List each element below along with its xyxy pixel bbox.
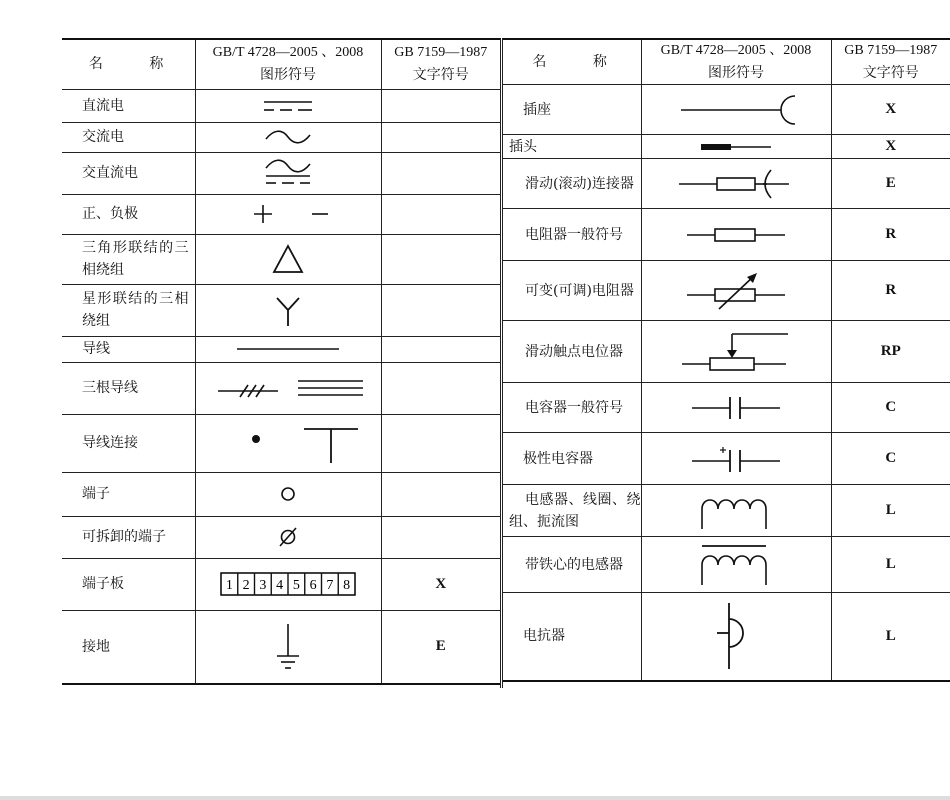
table-row bbox=[62, 362, 500, 414]
table-row bbox=[503, 433, 950, 485]
row-name: 端子板 bbox=[62, 558, 195, 610]
graphic-symbol-column-header: GB/T 4728—2005 、2008 图形符号 bbox=[195, 39, 381, 89]
text-symbol-column-header: GB 7159—1987 文字符号 bbox=[381, 39, 500, 89]
socket-symbol-icon bbox=[671, 93, 801, 127]
row-code: X bbox=[831, 135, 950, 159]
table-row bbox=[503, 261, 950, 321]
row-name: 极性电容器 bbox=[503, 433, 641, 485]
row-code bbox=[381, 234, 500, 284]
iron-core-inductor-symbol-icon bbox=[696, 543, 776, 587]
row-code: C bbox=[831, 383, 950, 433]
row-name: 插头 bbox=[503, 135, 641, 159]
name-column-header: 名 称 bbox=[62, 39, 195, 89]
table-row bbox=[62, 610, 500, 684]
table-row bbox=[503, 321, 950, 383]
terminal-strip-number: 5 bbox=[292, 578, 300, 593]
table-row bbox=[62, 414, 500, 472]
row-code: R bbox=[831, 209, 950, 261]
row-name: 可拆卸的端子 bbox=[62, 516, 195, 558]
row-name: 电感器、线圈、绕组、扼流图 bbox=[503, 485, 641, 537]
row-code bbox=[381, 89, 500, 122]
row-name: 带铁心的电感器 bbox=[503, 537, 641, 593]
row-code bbox=[381, 122, 500, 152]
name-column-header: 名 称 bbox=[503, 39, 641, 85]
detachable-terminal-symbol-icon bbox=[276, 525, 300, 549]
row-name: 三角形联结的三相绕组 bbox=[62, 234, 195, 284]
table-row bbox=[503, 593, 950, 681]
potentiometer-symbol-icon bbox=[676, 328, 796, 376]
right-symbol-table bbox=[503, 38, 950, 682]
row-code: E bbox=[831, 159, 950, 209]
reactor-symbol-icon bbox=[711, 601, 761, 671]
row-code bbox=[381, 472, 500, 516]
terminal-strip-number: 8 bbox=[343, 578, 351, 593]
star-symbol-icon bbox=[273, 292, 303, 328]
table-row bbox=[62, 152, 500, 194]
row-name: 电阻器一般符号 bbox=[503, 209, 641, 261]
row-name: 星形联结的三相绕组 bbox=[62, 284, 195, 336]
table-row bbox=[503, 159, 950, 209]
variable-resistor-symbol-icon bbox=[681, 269, 791, 313]
page-bottom-edge bbox=[0, 796, 950, 800]
table-row bbox=[503, 209, 950, 261]
row-code: L bbox=[831, 593, 950, 681]
terminal-strip-symbol-icon bbox=[219, 571, 357, 597]
row-name: 电容器一般符号 bbox=[503, 383, 641, 433]
table-row bbox=[62, 558, 500, 610]
row-code bbox=[381, 362, 500, 414]
sliding-connector-symbol-icon bbox=[671, 167, 801, 201]
dc-symbol-icon bbox=[258, 98, 318, 114]
row-code bbox=[381, 414, 500, 472]
row-name: 直流电 bbox=[62, 89, 195, 122]
row-name: 滑动触点电位器 bbox=[503, 321, 641, 383]
capacitor-symbol-icon bbox=[686, 395, 786, 421]
polarized-capacitor-symbol-icon bbox=[686, 444, 786, 474]
row-code bbox=[381, 194, 500, 234]
row-code bbox=[381, 284, 500, 336]
table-row bbox=[62, 194, 500, 234]
row-name: 端子 bbox=[62, 472, 195, 516]
row-name: 导线 bbox=[62, 336, 195, 362]
row-code: E bbox=[381, 610, 500, 684]
row-code: L bbox=[831, 537, 950, 593]
table-row bbox=[62, 336, 500, 362]
terminal-strip-number: 7 bbox=[326, 578, 334, 593]
row-code bbox=[381, 516, 500, 558]
terminal-symbol-icon bbox=[278, 484, 298, 504]
row-name: 交直流电 bbox=[62, 152, 195, 194]
row-code: C bbox=[831, 433, 950, 485]
row-name: 正、负极 bbox=[62, 194, 195, 234]
wire-junction-symbol-icon bbox=[208, 421, 368, 465]
table-row bbox=[62, 89, 500, 122]
row-name: 插座 bbox=[503, 85, 641, 135]
row-name: 导线连接 bbox=[62, 414, 195, 472]
terminal-strip-number: 1 bbox=[225, 578, 233, 593]
row-code bbox=[381, 336, 500, 362]
table-header-row bbox=[503, 39, 950, 85]
three-wire-symbol-icon bbox=[208, 373, 368, 403]
terminal-strip-number: 6 bbox=[309, 578, 317, 593]
ac-dc-symbol-icon bbox=[258, 158, 318, 188]
row-name: 电抗器 bbox=[503, 593, 641, 681]
table-row bbox=[503, 537, 950, 593]
row-code: L bbox=[831, 485, 950, 537]
row-code: X bbox=[381, 558, 500, 610]
table-row bbox=[62, 472, 500, 516]
left-symbol-table bbox=[62, 38, 500, 685]
terminal-strip-number: 4 bbox=[276, 578, 284, 593]
row-code: RP bbox=[831, 321, 950, 383]
delta-symbol-icon bbox=[268, 243, 308, 275]
table-row bbox=[503, 485, 950, 537]
row-name: 滑动(滚动)连接器 bbox=[503, 159, 641, 209]
table-row bbox=[503, 135, 950, 159]
table-row bbox=[62, 234, 500, 284]
table-row bbox=[62, 284, 500, 336]
graphic-symbol-column-header: GB/T 4728—2005 、2008 图形符号 bbox=[641, 39, 831, 85]
table-header-row bbox=[62, 39, 500, 89]
row-code: X bbox=[831, 85, 950, 135]
table-row bbox=[503, 383, 950, 433]
table-row bbox=[62, 122, 500, 152]
wire-symbol-icon bbox=[233, 344, 343, 354]
inductor-symbol-icon bbox=[696, 491, 776, 531]
terminal-strip-number: 2 bbox=[242, 578, 250, 593]
plug-symbol-icon bbox=[691, 142, 781, 152]
table-row bbox=[503, 85, 950, 135]
table-row bbox=[62, 516, 500, 558]
plus-minus-symbol-icon bbox=[238, 204, 338, 224]
terminal-strip-number: 3 bbox=[259, 578, 267, 593]
row-code bbox=[381, 152, 500, 194]
row-name: 三根导线 bbox=[62, 362, 195, 414]
text-symbol-column-header: GB 7159—1987 文字符号 bbox=[831, 39, 950, 85]
row-name: 接地 bbox=[62, 610, 195, 684]
row-name: 交流电 bbox=[62, 122, 195, 152]
row-code: R bbox=[831, 261, 950, 321]
row-name: 可变(可调)电阻器 bbox=[503, 261, 641, 321]
ground-symbol-icon bbox=[273, 622, 303, 672]
resistor-symbol-icon bbox=[681, 225, 791, 245]
ac-symbol-icon bbox=[258, 129, 318, 145]
